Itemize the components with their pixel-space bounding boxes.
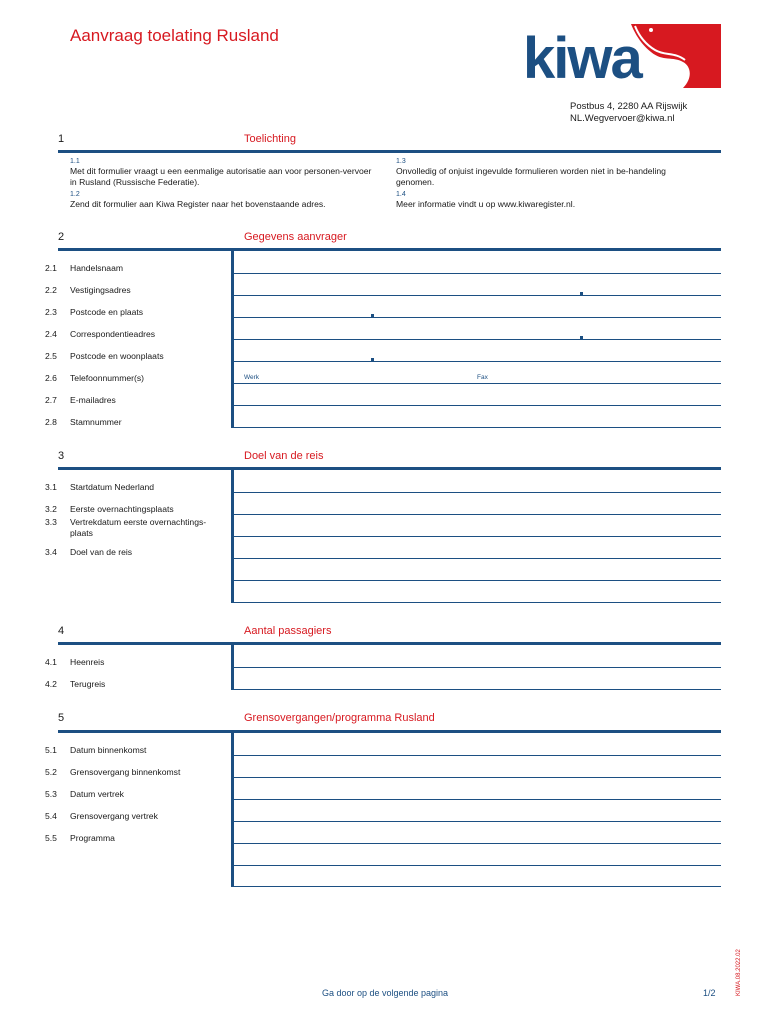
address-line-1: Postbus 4, 2280 AA Rijswijk xyxy=(570,101,688,112)
field-5-3-number: 5.3 xyxy=(45,789,57,799)
section-5-rule xyxy=(58,730,721,733)
field-2-1-number: 2.1 xyxy=(45,263,57,273)
field-2-6-label: Telefoonnummer(s) xyxy=(70,373,145,383)
notes-right xyxy=(396,157,666,210)
section-1-rule xyxy=(58,150,721,153)
overnachtingsplaats-input[interactable] xyxy=(234,514,721,515)
programma-input-line-2[interactable] xyxy=(234,865,721,866)
handelsnaam-input[interactable] xyxy=(234,273,721,274)
notes-left xyxy=(70,157,375,210)
startdatum-input[interactable] xyxy=(234,492,721,493)
vestigingsadres-input[interactable] xyxy=(234,295,721,296)
vertrekdatum-input[interactable] xyxy=(234,536,721,537)
section-5-number: 5 xyxy=(58,712,65,724)
field-2-2-label: Vestigingsadres xyxy=(70,285,131,295)
field-2-6-number: 2.6 xyxy=(45,373,57,383)
field-5-2-number: 5.2 xyxy=(45,767,57,777)
sender-address xyxy=(570,101,687,125)
section-5-title: Grensovergangen/programma Rusland xyxy=(244,712,435,724)
postcode-woonplaats-input[interactable] xyxy=(234,361,721,362)
field-4-2-number: 4.2 xyxy=(45,679,57,689)
section-2-number: 2 xyxy=(58,231,65,243)
note-1-3-number: 1.3 xyxy=(396,158,406,165)
logo-wordmark: kiwa xyxy=(523,26,641,90)
field-2-2-number: 2.2 xyxy=(45,285,57,295)
section-1-number: 1 xyxy=(58,133,65,145)
stamnummer-input[interactable] xyxy=(234,427,721,428)
correspondentieadres-input[interactable] xyxy=(234,339,721,340)
section-5-input-bar xyxy=(231,733,234,887)
document-code: KIWA.08.2022.02 xyxy=(736,949,742,996)
section-3-title: Doel van de reis xyxy=(244,450,324,462)
note-1-2-text: Zend dit formulier aan Kiwa Register naar het bovenstaande adres. xyxy=(70,199,326,209)
section-1-title: Toelichting xyxy=(244,133,296,145)
address-email: NL.Wegvervoer@kiwa.nl xyxy=(570,113,675,124)
field-5-1-number: 5.1 xyxy=(45,745,57,755)
field-2-5-label: Postcode en woonplaats xyxy=(70,351,164,361)
phone-work-sublabel: Werk xyxy=(244,374,260,381)
field-2-5-number: 2.5 xyxy=(45,351,57,361)
datum-binnenkomst-input[interactable] xyxy=(234,755,721,756)
field-5-2-label: Grensovergang binnenkomst xyxy=(70,767,181,777)
field-3-4-label: Doel van de reis xyxy=(70,547,133,557)
field-3-3-number: 3.3 xyxy=(45,517,57,527)
field-3-1-label: Startdatum Nederland xyxy=(70,482,155,492)
section-2-rule xyxy=(58,248,721,251)
terugreis-input[interactable] xyxy=(234,689,721,690)
field-3-1-number: 3.1 xyxy=(45,482,57,492)
field-4-1-label: Heenreis xyxy=(70,657,105,667)
programma-input-line-3[interactable] xyxy=(234,886,721,887)
datum-vertrek-input[interactable] xyxy=(234,799,721,800)
section-4-rule xyxy=(58,642,721,645)
grensovergang-vertrek-input[interactable] xyxy=(234,821,721,822)
field-2-8-number: 2.8 xyxy=(45,417,57,427)
field-3-3-label: Vertrekdatum eerste overnachtings-plaats xyxy=(70,517,207,538)
field-5-3-label: Datum vertrek xyxy=(70,789,124,799)
page-number: 1/2 xyxy=(703,988,716,998)
field-2-1-label: Handelsnaam xyxy=(70,263,124,273)
doel-reis-input-line-1[interactable] xyxy=(234,558,721,559)
email-input[interactable] xyxy=(234,405,721,406)
note-1-2-number: 1.2 xyxy=(70,191,80,198)
phone-fax-sublabel: Fax xyxy=(477,374,488,381)
note-1-3-text: Onvolledig of onjuist ingevulde formulieren worden niet in be-handeling genomen. xyxy=(396,166,666,187)
heenreis-input[interactable] xyxy=(234,667,721,668)
field-2-8-label: Stamnummer xyxy=(70,417,122,427)
doel-reis-input-line-3[interactable] xyxy=(234,602,721,603)
field-4-2-label: Terugreis xyxy=(70,679,106,689)
field-3-4-number: 3.4 xyxy=(45,547,57,557)
field-5-4-label: Grensovergang vertrek xyxy=(70,811,158,821)
field-2-7-label: E-mailadres xyxy=(70,395,116,405)
note-1-1-text: Met dit formulier vraagt u een eenmalige autorisatie aan voor personen-vervoer in Rusland (Russische Federatie). xyxy=(70,166,372,187)
section-4-number: 4 xyxy=(58,625,65,637)
note-1-1-number: 1.1 xyxy=(70,158,80,165)
field-2-4-label: Correspondentieadres xyxy=(70,329,156,339)
field-2-4-number: 2.4 xyxy=(45,329,57,339)
field-2-3-number: 2.3 xyxy=(45,307,57,317)
grensovergang-binnenkomst-input[interactable] xyxy=(234,777,721,778)
field-5-1-label: Datum binnenkomst xyxy=(70,745,147,755)
programma-input-line-1[interactable] xyxy=(234,843,721,844)
note-1-4-text: Meer informatie vindt u op www.kiwaregister.nl. xyxy=(396,199,576,209)
page-title: Aanvraag toelating Rusland xyxy=(70,26,279,45)
field-4-1-number: 4.1 xyxy=(45,657,57,667)
continue-next-page-note: Ga door op de volgende pagina xyxy=(321,988,449,998)
field-2-7-number: 2.7 xyxy=(45,395,57,405)
telefoonnummer-input[interactable] xyxy=(234,383,721,384)
field-3-2-label: Eerste overnachtingsplaats xyxy=(70,504,174,514)
section-3-rule xyxy=(58,467,721,470)
doel-reis-input-line-2[interactable] xyxy=(234,580,721,581)
field-2-3-label: Postcode en plaats xyxy=(70,307,144,317)
section-4-title: Aantal passagiers xyxy=(244,625,332,637)
kiwa-logo xyxy=(523,22,723,90)
note-1-4-number: 1.4 xyxy=(396,191,406,198)
field-5-5-label: Programma xyxy=(70,833,115,843)
field-5-4-number: 5.4 xyxy=(45,811,57,821)
field-3-2-number: 3.2 xyxy=(45,504,57,514)
postcode-plaats-input[interactable] xyxy=(234,317,721,318)
section-3-number: 3 xyxy=(58,450,65,462)
field-5-5-number: 5.5 xyxy=(45,833,57,843)
section-2-title: Gegevens aanvrager xyxy=(244,231,347,243)
